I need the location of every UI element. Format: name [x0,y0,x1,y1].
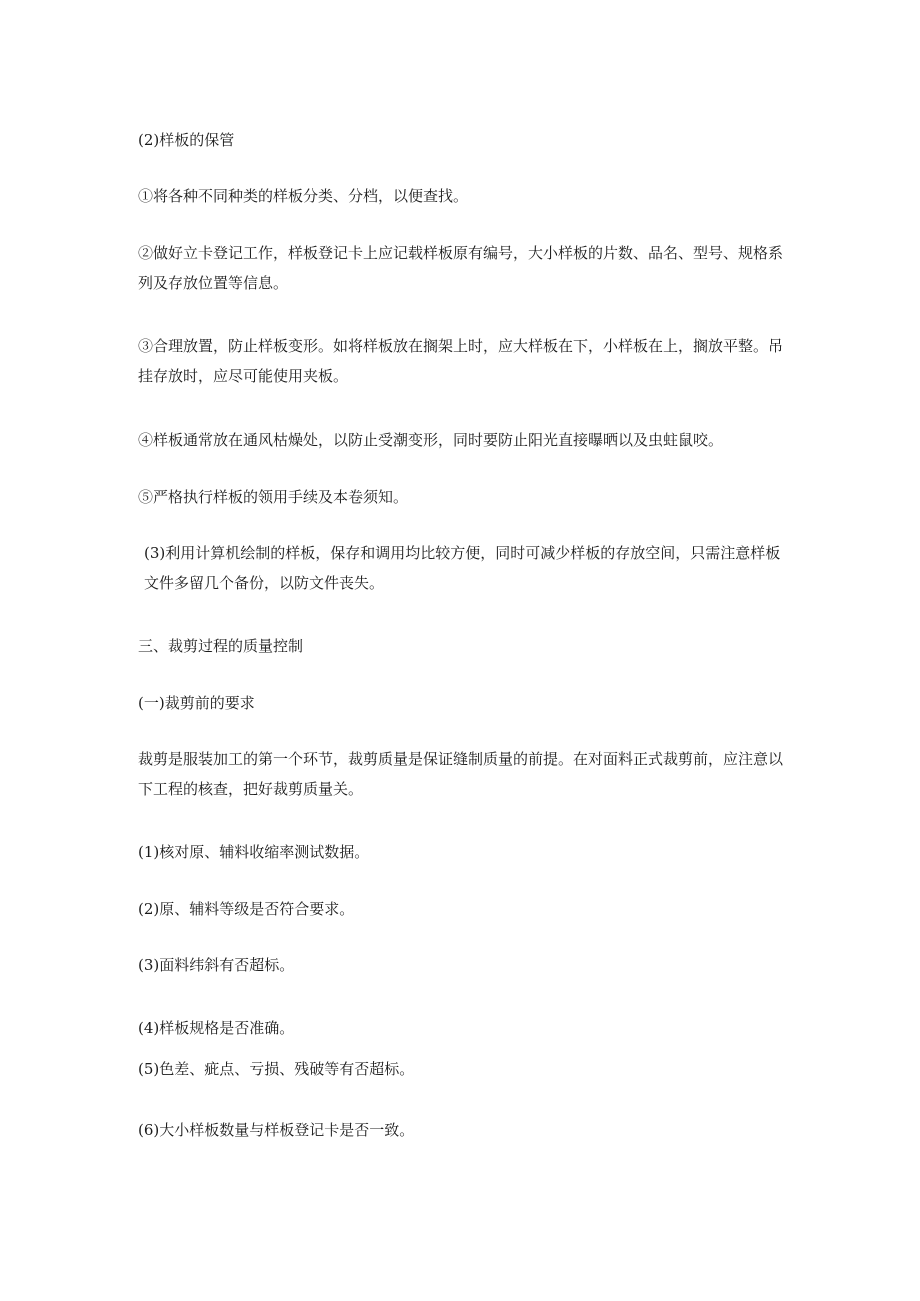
check-item-3: (3)面料纬斜有否超标。 [138,956,295,974]
list-item-2: ②做好立卡登记工作，样板登记卡上应记载样板原有编号，大小样板的片数、品名、型号、规格系列及存放位置等信息。 [138,244,784,292]
list-item-3: ③合理放置，防止样板变形。如将样板放在搁架上时，应大样板在下，小样板在上，搁放平整。吊挂存放时，应尽可能使用夹板。 [138,337,784,385]
list-item-4: ④样板通常放在通风枯燥处，以防止受潮变形，同时要防止阳光直接曝晒以及虫蛀鼠咬。 [138,431,724,449]
check-item-5: (5)色差、疵点、亏损、残破等有否超标。 [138,1060,415,1078]
section-heading-cutting-quality: 三、裁剪过程的质量控制 [138,637,304,655]
list-item-1: ①将各种不同种类的样板分类、分档，以便查找。 [138,187,469,205]
paragraph-computer-templates: (3)利用计算机绘制的样板，保存和调用均比较方便，同时可减少样板的存放空间，只需注意样板文件多留几个备份，以防文件丧失。 [144,544,781,592]
subsection-heading-pre-cutting: (一)裁剪前的要求 [138,694,255,712]
check-item-2: (2)原、辅料等级是否符合要求。 [138,900,355,918]
check-item-4: (4)样板规格是否准确。 [138,1019,295,1037]
check-item-6: (6)大小样板数量与样板登记卡是否一致。 [138,1121,415,1139]
paragraph-cutting-intro: 裁剪是服装加工的第一个环节，裁剪质量是保证缝制质量的前提。在对面料正式裁剪前，应注意以下工程的核查，把好裁剪质量关。 [138,750,784,798]
section-heading-template-storage: (2)样板的保管 [138,131,235,149]
check-item-1: (1)核对原、辅料收缩率测试数据。 [138,843,370,861]
list-item-5: ⑤严格执行样板的领用手续及本卷须知。 [138,488,409,506]
